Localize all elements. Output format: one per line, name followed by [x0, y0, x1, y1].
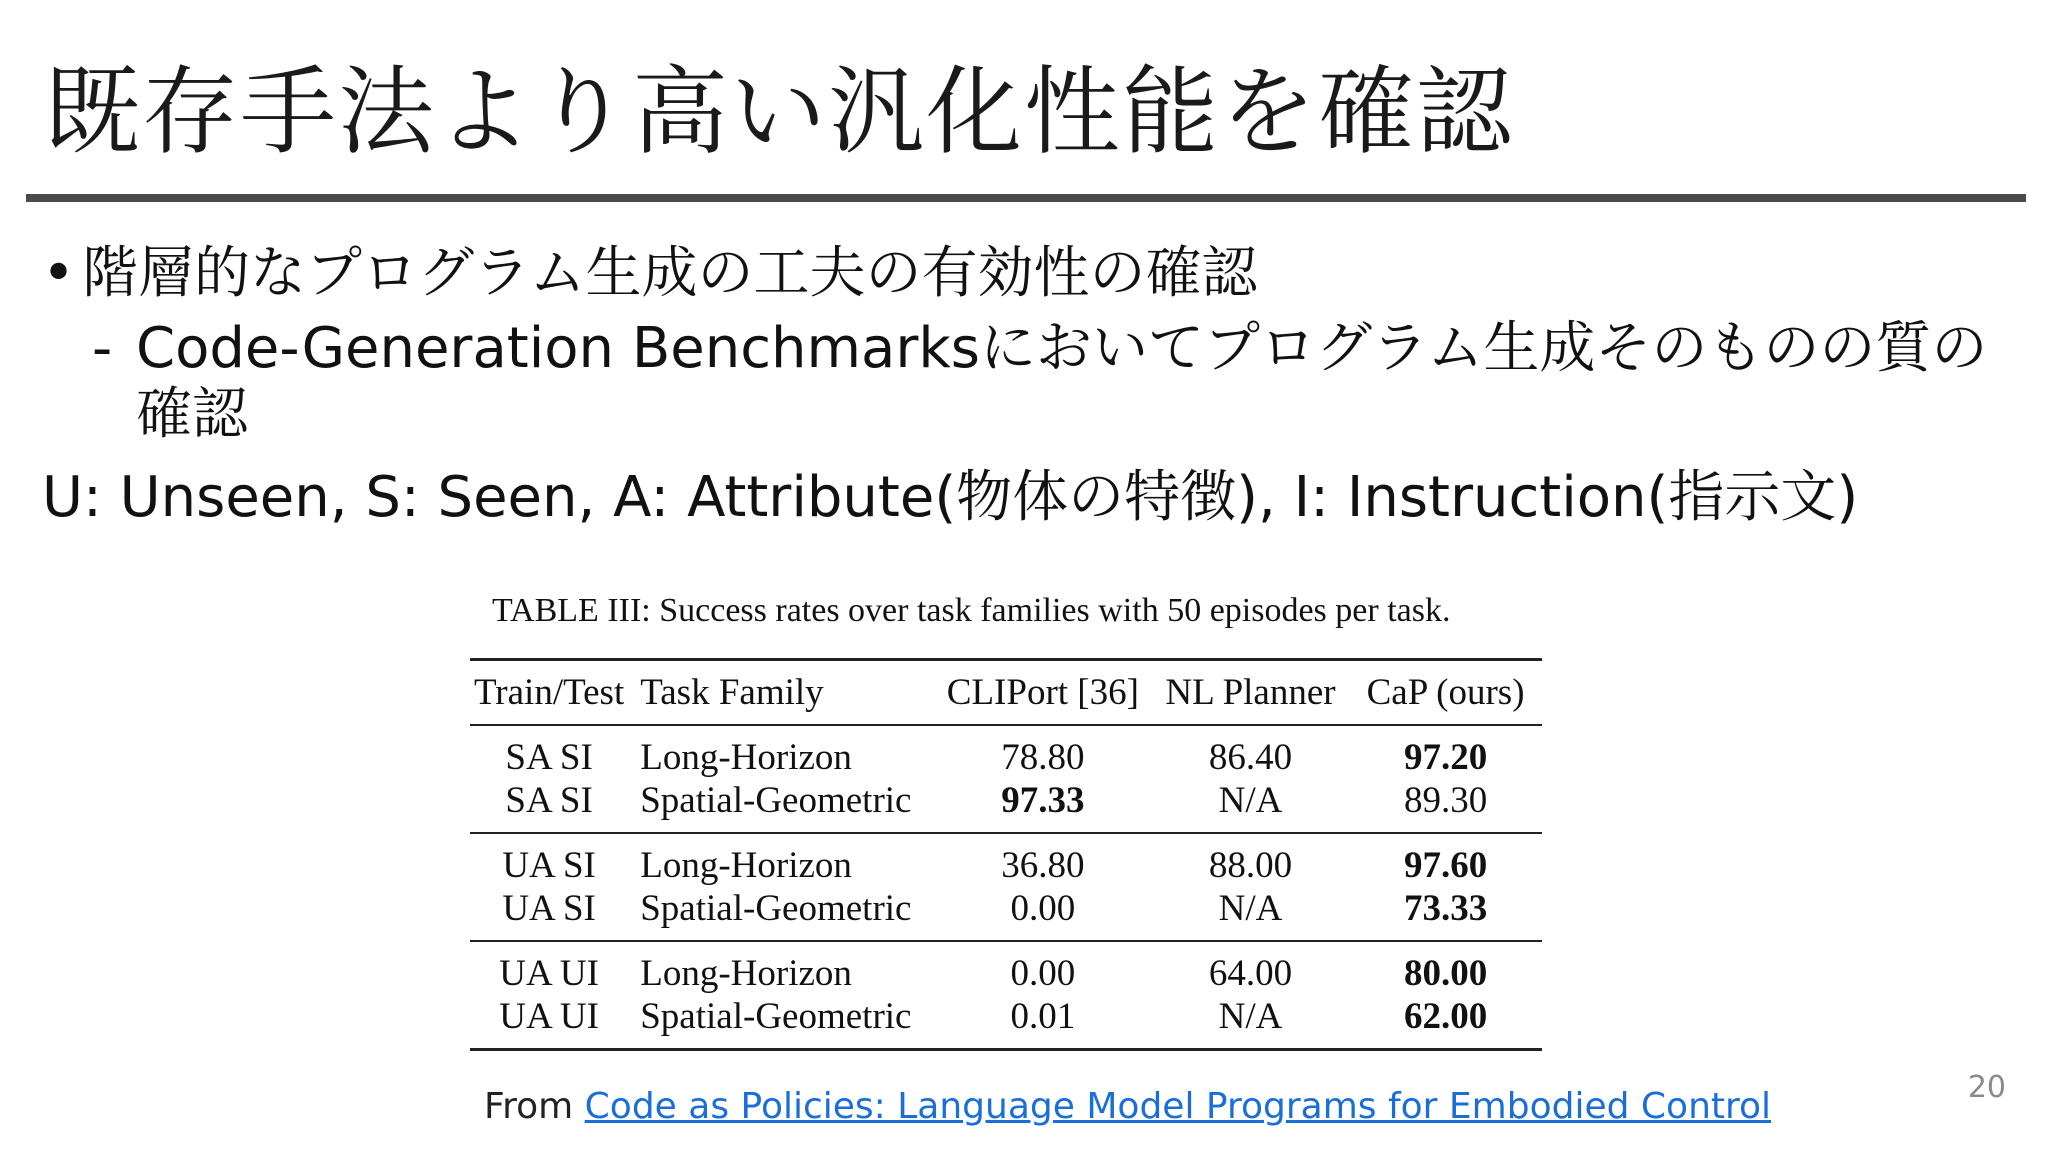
cell-nl-planner: N/A	[1218, 996, 1283, 1037]
results-table	[470, 658, 1542, 1051]
cell-nl-planner: 86.40	[1208, 737, 1293, 778]
table-row-group	[470, 725, 1542, 833]
cell-train-test: UA SI	[502, 888, 596, 929]
cell-task-family: Long-Horizon	[640, 737, 852, 778]
bullet-text: 階層的なプログラム生成の工夫の有効性の確認	[82, 241, 1258, 306]
cell-task-family: Long-Horizon	[628, 833, 934, 887]
cell-task-family: Spatial-Geometric	[640, 888, 912, 929]
cell-train-test: SA SI	[505, 737, 593, 778]
cell-cap: 89.30	[1403, 780, 1488, 821]
header-cliport: CLIPort [36]	[946, 672, 1139, 713]
cell-train-test: UA SI	[470, 833, 628, 887]
table-row-group	[470, 941, 1542, 1050]
cell-nl-planner: 88.00	[1152, 833, 1349, 887]
cell-cliport: 78.80	[1001, 737, 1085, 778]
cell-cliport: 36.80	[934, 833, 1152, 887]
source-citation	[484, 1084, 1771, 1130]
cell-nl-planner: 64.00	[1152, 941, 1349, 995]
header-task-family: Task Family	[640, 672, 824, 713]
cell-cliport: 0.00	[1010, 888, 1076, 929]
cell-train-test: UA UI	[499, 996, 599, 1037]
table-row	[470, 779, 1542, 833]
cell-task-family: Long-Horizon	[628, 941, 934, 995]
header-nl-planner: NL Planner	[1165, 672, 1336, 713]
cell-cliport: 0.00	[934, 941, 1152, 995]
cell-cliport: 0.01	[1010, 996, 1076, 1037]
cell-cap: 97.20	[1403, 737, 1488, 778]
sub-bullet-text: Code-Generation Benchmarksにおいてプログラム生成そのものの質の確認	[136, 316, 1988, 447]
slide-title: 既存手法より高い汎化性能を確認	[44, 56, 1514, 168]
cell-nl-planner: N/A	[1218, 780, 1283, 821]
table-row-group	[470, 833, 1542, 941]
cell-nl-planner: N/A	[1218, 888, 1283, 929]
cell-train-test: UA UI	[470, 941, 628, 995]
source-paper-link[interactable]: Code as Policies: Language Model Programs for Embodied Control	[584, 1086, 1772, 1127]
bullet-item	[42, 240, 1257, 308]
table-row	[470, 995, 1542, 1050]
source-prefix: From	[484, 1086, 574, 1127]
cell-train-test: SA SI	[505, 780, 593, 821]
header-cap: CaP (ours)	[1366, 672, 1525, 713]
page-number: 20	[1967, 1070, 2006, 1105]
table-header-row	[470, 660, 1542, 726]
table-row	[470, 725, 1542, 779]
sub-bullet-item	[92, 316, 1992, 448]
cell-cap: 97.60	[1349, 833, 1542, 887]
cell-cap: 73.33	[1403, 888, 1488, 929]
cell-cap: 80.00	[1349, 941, 1542, 995]
table-row	[470, 941, 1542, 995]
cell-task-family: Spatial-Geometric	[640, 996, 912, 1037]
cell-cliport: 97.33	[1001, 780, 1085, 821]
table-caption: TABLE III: Success rates over task families with 50 episodes per task.	[492, 592, 1451, 629]
abbreviation-legend: U: Unseen, S: Seen, A: Attribute(物体の特徴), I: Instruction(指示文)	[42, 465, 1859, 530]
sub-bullet-dash-icon: -	[92, 316, 113, 381]
bullet-dot-icon: •	[42, 241, 76, 306]
title-divider	[26, 194, 2026, 202]
results-table-figure	[470, 590, 1548, 1051]
table-row	[470, 887, 1542, 941]
table-row	[470, 833, 1542, 887]
cell-cap: 62.00	[1403, 996, 1488, 1037]
header-train-test: Train/Test	[474, 672, 625, 713]
cell-task-family: Spatial-Geometric	[640, 780, 912, 821]
